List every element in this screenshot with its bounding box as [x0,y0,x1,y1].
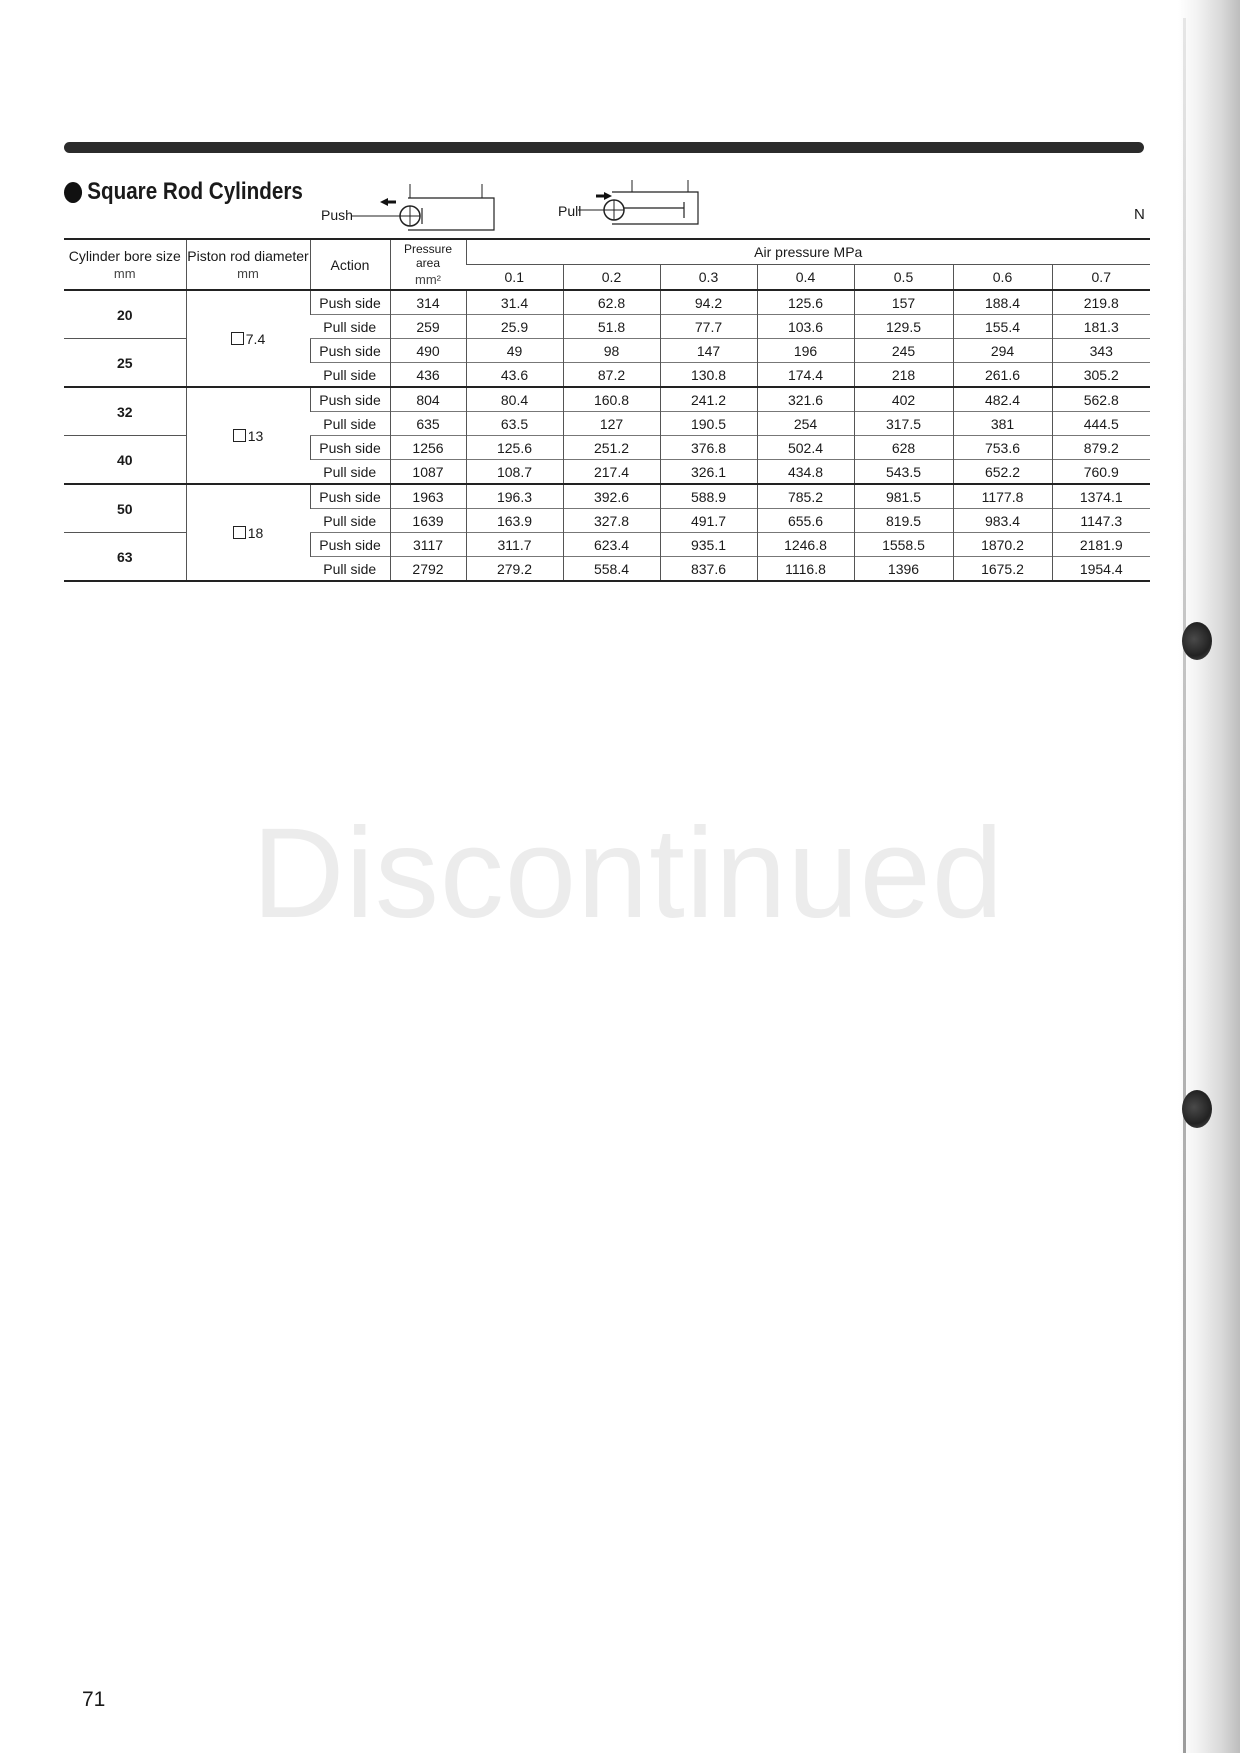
pressure-area-cell: 259 [390,315,466,339]
output-force-cell: 760.9 [1052,460,1150,485]
action-cell: Pull side [310,315,390,339]
output-force-cell: 261.6 [953,363,1052,388]
pressure-header-cell: 0.2 [563,265,660,291]
discontinued-watermark: Discontinued [252,802,1004,945]
output-force-cell: 87.2 [563,363,660,388]
output-force-cell: 129.5 [854,315,953,339]
output-force-cell: 444.5 [1052,412,1150,436]
output-force-cell: 935.1 [660,533,757,557]
output-force-cell: 311.7 [466,533,563,557]
bore-size-cell: 20 [64,290,186,339]
output-force-cell: 147 [660,339,757,363]
output-force-cell: 254 [757,412,854,436]
output-force-cell: 1246.8 [757,533,854,557]
output-force-cell: 1870.2 [953,533,1052,557]
pressure-area-cell: 804 [390,387,466,412]
output-force-cell: 217.4 [563,460,660,485]
pressure-area-cell: 314 [390,290,466,315]
output-force-cell: 181.3 [1052,315,1150,339]
output-force-cell: 434.8 [757,460,854,485]
rod-diameter-cell [186,484,310,581]
action-header: Action [310,239,390,290]
output-force-cell: 127 [563,412,660,436]
square-rod-icon [231,332,244,345]
punch-hole-upper [1182,622,1212,660]
output-force-cell: 623.4 [563,533,660,557]
output-force-cell: 163.9 [466,509,563,533]
rod-diameter-value: 7.4 [245,330,266,347]
bore-size-cell: 25 [64,339,186,388]
bore-size-cell: 63 [64,533,186,582]
rod-diameter-header [186,239,310,290]
pressure-header-cell: 0.5 [854,265,953,291]
push-cylinder-diagram [352,180,497,232]
output-force-cell: 219.8 [1052,290,1150,315]
bore-size-cell: 40 [64,436,186,485]
output-force-cell: 190.5 [660,412,757,436]
output-force-cell: 108.7 [466,460,563,485]
output-force-cell: 49 [466,339,563,363]
output-force-cell: 279.2 [466,557,563,582]
output-force-cell: 543.5 [854,460,953,485]
output-force-cell: 983.4 [953,509,1052,533]
action-cell: Push side [310,387,390,412]
output-force-cell: 753.6 [953,436,1052,460]
action-cell: Push side [310,533,390,557]
theoretical-output-table [64,238,1150,582]
output-force-cell: 218 [854,363,953,388]
action-cell: Pull side [310,509,390,533]
pressure-header-cell: 0.4 [757,265,854,291]
output-force-cell: 196 [757,339,854,363]
output-force-cell: 321.6 [757,387,854,412]
pressure-area-cell: 2792 [390,557,466,582]
pressure-area-cell: 1087 [390,460,466,485]
bore-size-unit: mm [113,266,136,281]
action-cell: Push side [310,339,390,363]
pressure-area-cell: 436 [390,363,466,388]
output-force-cell: 819.5 [854,509,953,533]
output-force-cell: 392.6 [563,484,660,509]
output-force-cell: 160.8 [563,387,660,412]
pressure-header-cell: 0.6 [953,265,1052,291]
output-force-cell: 402 [854,387,953,412]
output-force-cell: 174.4 [757,363,854,388]
action-cell: Pull side [310,363,390,388]
pull-diagram-label: Pull [558,203,582,219]
page-edge-line [1183,18,1186,1753]
pressure-area-cell: 1639 [390,509,466,533]
action-cell: Pull side [310,557,390,582]
rod-diameter-value: 13 [247,427,264,444]
output-force-cell: 482.4 [953,387,1052,412]
square-rod-icon [233,429,246,442]
output-force-cell: 562.8 [1052,387,1150,412]
table-row [64,484,1150,509]
pressure-header-cell: 0.7 [1052,265,1150,291]
output-force-cell: 655.6 [757,509,854,533]
output-force-cell: 1374.1 [1052,484,1150,509]
output-force-cell: 588.9 [660,484,757,509]
output-force-cell: 1396 [854,557,953,582]
output-force-cell: 51.8 [563,315,660,339]
rod-diameter-cell [186,387,310,484]
rod-diameter-header-text: Piston rod diameter [187,248,309,264]
output-force-cell: 245 [854,339,953,363]
output-force-cell: 31.4 [466,290,563,315]
output-force-cell: 502.4 [757,436,854,460]
output-force-cell: 103.6 [757,315,854,339]
pressure-area-unit: mm² [415,272,441,287]
output-force-cell: 2181.9 [1052,533,1150,557]
output-force-cell: 327.8 [563,509,660,533]
output-force-cell: 125.6 [466,436,563,460]
section-divider-bar [64,142,1144,153]
output-force-cell: 241.2 [660,387,757,412]
output-force-cell: 1116.8 [757,557,854,582]
output-force-cell: 343 [1052,339,1150,363]
pressure-area-header-text: Pressure area [403,242,453,270]
bore-size-cell: 32 [64,387,186,436]
output-force-cell: 879.2 [1052,436,1150,460]
table-row [64,290,1150,315]
output-force-cell: 130.8 [660,363,757,388]
bullet-icon [64,182,82,203]
output-force-cell: 326.1 [660,460,757,485]
output-force-cell: 98 [563,339,660,363]
pressure-area-cell: 490 [390,339,466,363]
output-force-cell: 125.6 [757,290,854,315]
pressure-header-cell: 0.3 [660,265,757,291]
table-row [64,387,1150,412]
output-force-cell: 1675.2 [953,557,1052,582]
output-force-cell: 628 [854,436,953,460]
pressure-area-cell: 1256 [390,436,466,460]
action-cell: Push side [310,484,390,509]
output-force-cell: 77.7 [660,315,757,339]
output-force-cell: 196.3 [466,484,563,509]
output-force-cell: 491.7 [660,509,757,533]
pressure-area-cell: 1963 [390,484,466,509]
output-force-cell: 558.4 [563,557,660,582]
page-edge-shadow [1178,0,1240,1753]
square-rod-icon [233,526,246,539]
pressure-area-header [390,239,466,290]
action-cell: Pull side [310,412,390,436]
output-force-cell: 305.2 [1052,363,1150,388]
output-force-cell: 62.8 [563,290,660,315]
pull-cylinder-diagram [578,176,706,228]
output-force-cell: 80.4 [466,387,563,412]
output-force-cell: 63.5 [466,412,563,436]
output-force-cell: 1954.4 [1052,557,1150,582]
output-force-cell: 157 [854,290,953,315]
output-force-cell: 652.2 [953,460,1052,485]
output-force-cell: 25.9 [466,315,563,339]
output-force-cell: 94.2 [660,290,757,315]
push-diagram-label: Push [321,207,353,223]
output-force-cell: 188.4 [953,290,1052,315]
bore-size-cell: 50 [64,484,186,533]
output-force-cell: 1177.8 [953,484,1052,509]
pressure-area-cell: 3117 [390,533,466,557]
action-cell: Push side [310,290,390,315]
output-force-cell: 1147.3 [1052,509,1150,533]
output-force-cell: 376.8 [660,436,757,460]
output-force-cell: 251.2 [563,436,660,460]
section-title-text: Square Rod Cylinders [87,178,303,205]
punch-hole-lower [1182,1090,1212,1128]
output-force-cell: 294 [953,339,1052,363]
bore-size-header-text: Cylinder bore size [68,248,181,264]
section-title [64,178,303,206]
output-force-cell: 317.5 [854,412,953,436]
air-pressure-header: Air pressure MPa [466,239,1150,265]
output-force-cell: 1558.5 [854,533,953,557]
bore-size-header [64,239,186,290]
page-number: 71 [82,1688,106,1711]
pressure-area-cell: 635 [390,412,466,436]
output-force-cell: 155.4 [953,315,1052,339]
output-force-cell: 381 [953,412,1052,436]
rod-diameter-unit: mm [237,266,259,281]
rod-diameter-value: 18 [247,524,264,541]
output-force-cell: 981.5 [854,484,953,509]
action-cell: Pull side [310,460,390,485]
output-force-cell: 785.2 [757,484,854,509]
output-force-cell: 837.6 [660,557,757,582]
rod-diameter-cell [186,290,310,387]
action-cell: Push side [310,436,390,460]
pressure-header-cell: 0.1 [466,265,563,291]
output-force-cell: 43.6 [466,363,563,388]
unit-label: N [1134,206,1145,223]
